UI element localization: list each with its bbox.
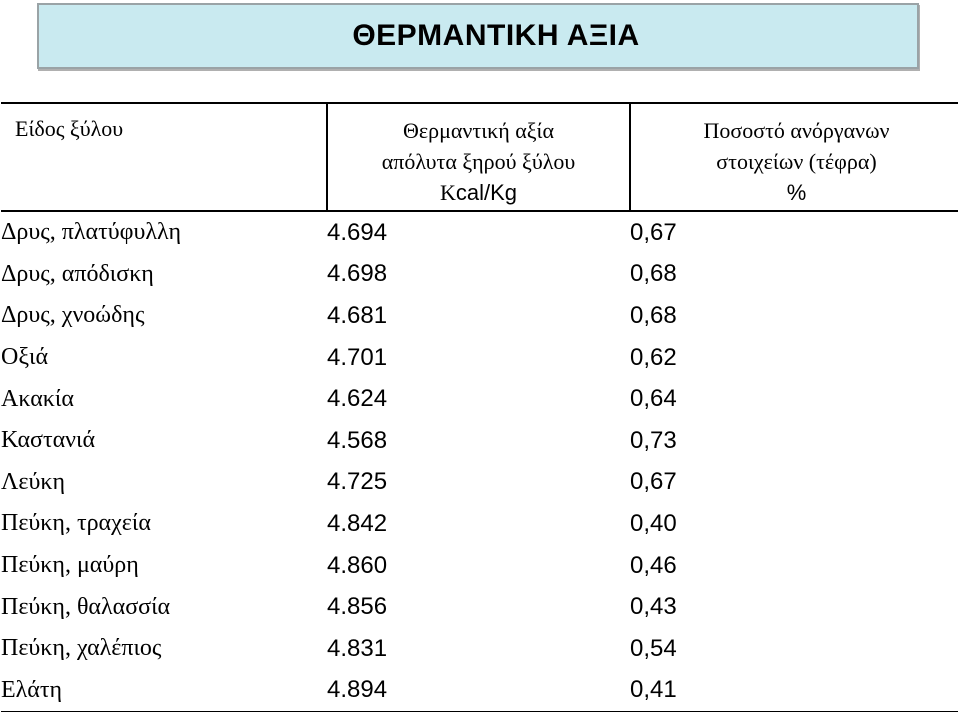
heating-value-cell: 4.894 (327, 670, 630, 712)
table-row (1, 503, 958, 545)
table-row (1, 295, 958, 337)
table-row (1, 670, 958, 712)
header-ash-cell (630, 103, 958, 211)
header-heat-unit-rest: cal/Kg (455, 180, 518, 205)
table-row (1, 378, 958, 420)
heating-value-cell: 4.624 (327, 385, 388, 413)
heating-value-cell: 4.701 (327, 343, 388, 371)
heating-value-cell: 4.831 (327, 634, 388, 662)
title-banner (37, 3, 919, 69)
ash-percent-cell: 0,73 (630, 426, 677, 454)
table-row (1, 628, 958, 670)
header-species: Είδος ξύλου (15, 116, 124, 141)
ash-percent-cell: 0,41 (630, 670, 958, 712)
species-cell: Πεύκη, χαλέπιος (1, 635, 162, 662)
ash-percent-cell: 0,62 (630, 343, 677, 371)
ash-percent-cell: 0,40 (630, 509, 677, 537)
species-cell: Πεύκη, τραχεία (1, 510, 151, 537)
table-row (1, 211, 958, 254)
species-cell: Καστανιά (1, 427, 96, 454)
species-cell: Πεύκη, μαύρη (1, 552, 139, 579)
header-species-cell (1, 103, 327, 211)
species-cell: Δρυς, χνοώδης (1, 302, 145, 329)
heating-value-table (1, 102, 958, 712)
table-row (1, 462, 958, 504)
species-cell: Λεύκη (1, 468, 66, 495)
ash-percent-cell: 0,46 (630, 551, 677, 579)
heating-value-cell: 4.856 (327, 593, 388, 621)
species-cell: Δρυς, απόδισκη (1, 260, 154, 287)
ash-percent-cell: 0,43 (630, 593, 677, 621)
header-ash-unit: % (786, 180, 807, 205)
heating-value-cell: 4.568 (327, 426, 388, 454)
species-cell: Ελάτη (1, 670, 327, 712)
table-row (1, 545, 958, 587)
species-cell: Δρυς, πλατύφυλλη (1, 219, 181, 246)
ash-percent-cell: 0,54 (630, 634, 677, 662)
ash-percent-cell: 0,68 (630, 301, 677, 329)
heating-value-cell: 4.860 (327, 551, 388, 579)
header-heat-cell (327, 103, 630, 211)
species-cell: Ακακία (1, 385, 74, 412)
header-heat-unit-k: K (439, 180, 456, 205)
header-heat-line2: απόλυτα ξηρού ξύλου (381, 149, 576, 174)
ash-percent-cell: 0,67 (630, 468, 677, 496)
ash-percent-cell: 0,67 (630, 218, 677, 246)
header-ash-line2: στοιχείων (τέφρα) (716, 149, 877, 174)
ash-percent-cell: 0,68 (630, 260, 677, 288)
table-row (1, 254, 958, 296)
heating-value-cell: 4.681 (327, 301, 388, 329)
header-heat-unit (328, 177, 629, 208)
heating-value-cell: 4.725 (327, 468, 388, 496)
page-title: ΘΕΡΜΑΝΤΙΚΗ ΑΞΙΑ (352, 19, 640, 52)
species-cell: Πεύκη, θαλασσία (1, 593, 171, 620)
ash-percent-cell: 0,64 (630, 385, 677, 413)
table-row (1, 586, 958, 628)
heating-value-cell: 4.694 (327, 218, 388, 246)
species-cell: Οξιά (1, 344, 49, 371)
heating-value-cell: 4.842 (327, 509, 388, 537)
header-ash-line1: Ποσοστό ανόργανων (703, 118, 890, 143)
heating-value-cell: 4.698 (327, 260, 388, 288)
table-header-row (1, 103, 958, 211)
table-row (1, 337, 958, 379)
table-row (1, 420, 958, 462)
header-heat-line1: Θερμαντική αξία (402, 118, 554, 143)
